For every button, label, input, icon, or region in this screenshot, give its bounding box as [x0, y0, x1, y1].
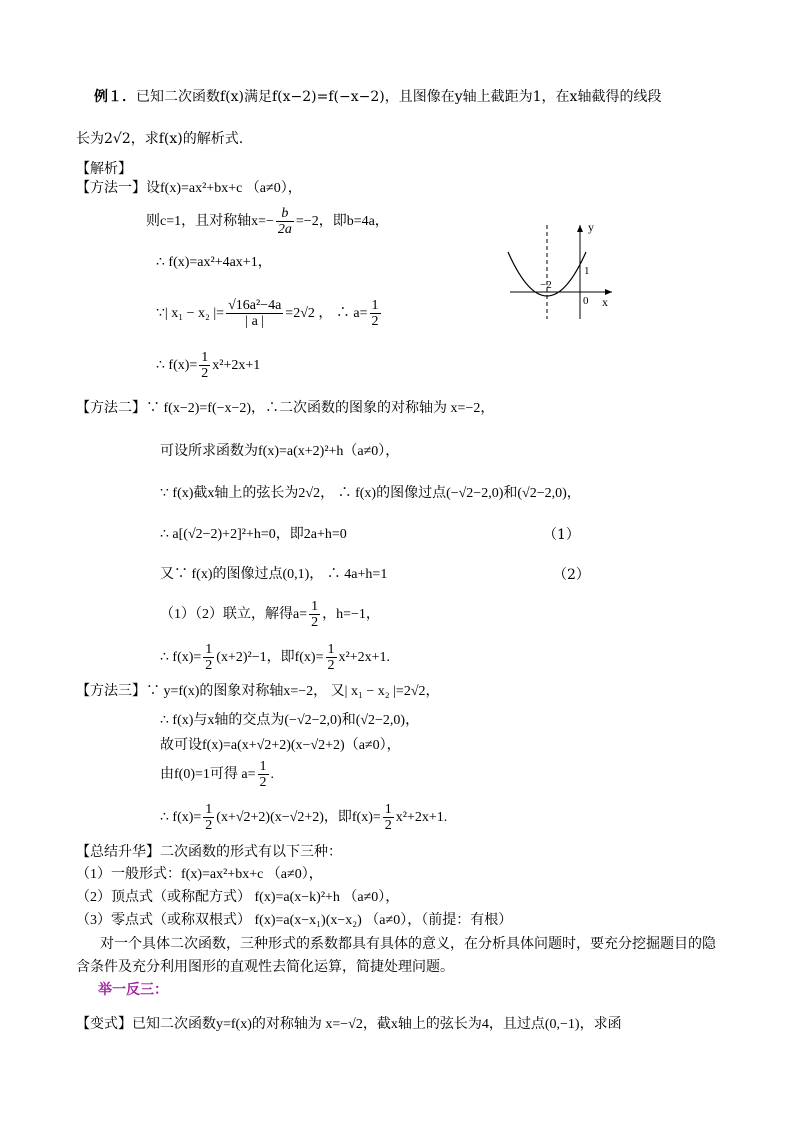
fraction-b-over-2a — [276, 206, 294, 237]
method2-line-1 — [76, 400, 494, 418]
method1-text-5a: ∴ f(x)= — [156, 358, 198, 373]
method3-tag: 【方法三】 — [76, 684, 146, 699]
method3-line-2: ∴ f(x)与x轴的交点为(−√2−2,0)和(√2−2,0)， — [160, 713, 420, 728]
method1-text-2a: 则c=1，且对称轴x=− — [146, 214, 274, 229]
summary-line-intro — [76, 843, 342, 861]
method2-text-6b: ，h=−1， — [322, 607, 380, 622]
fraction-one-half — [326, 642, 337, 673]
y-tick-label: 1 — [584, 265, 590, 277]
method3-text-4b: . — [270, 767, 274, 782]
method3-text-5a: ∴ f(x)= — [160, 810, 202, 825]
method1-line-4 — [156, 296, 383, 332]
method2-tag: 【方法二】 — [76, 401, 146, 416]
fraction-denominator: 2 — [371, 314, 379, 330]
method2-text-7c: x²+2x+1. — [338, 650, 390, 665]
fraction-denominator: 2 — [205, 658, 213, 674]
fraction-denominator: 2 — [259, 775, 267, 791]
summary-item-3: （3）零点式（或称双根式） f(x)=a(x−x₁)(x−x₂) （a≠0），（前提：有根） — [76, 913, 513, 928]
fraction-one-half — [258, 759, 269, 790]
method1-text-1: 设f(x)=ax²+bx+c （a≠0）， — [146, 181, 302, 196]
fraction-one-half — [203, 642, 214, 673]
fraction-numerator: 1 — [259, 759, 267, 775]
summary-item-2: （2）顶点式（或称配方式） f(x)=a(x−k)²+h （a≠0）， — [76, 890, 400, 905]
fraction-denominator: 2 — [327, 658, 335, 674]
fraction-numerator: 1 — [311, 599, 319, 615]
method3-text-5b: (x+√2+2)(x−√2+2)，即f(x)= — [216, 810, 381, 825]
method2-line-7 — [160, 641, 390, 675]
method1-line-3: ∴ f(x)=ax²+4ax+1， — [156, 255, 272, 270]
method1-text-4a: ∵| x₁ − x₂ |= — [156, 306, 225, 321]
method3-text-4a: 由f(0)=1可得 a= — [160, 767, 256, 782]
fraction-numerator: 1 — [384, 802, 392, 818]
method2-line-3: ∵ f(x)截x轴上的弦长为2√2， ∴ f(x)的图像过点(−√2−2,0)和(√2−2,0)， — [160, 486, 581, 501]
fraction-numerator: 1 — [205, 642, 213, 658]
method1-text-4b: =2√2 ， ∴ a= — [285, 306, 368, 321]
method2-text-1: ∵ f(x−2)=f(−x−2)，∴二次函数的图象的对称轴为 x=−2， — [146, 401, 495, 416]
method3-line-5 — [160, 801, 447, 835]
fraction-one-half — [203, 802, 214, 833]
example-label: 例１． — [94, 89, 136, 105]
x-tick-label: −2 — [540, 279, 552, 291]
parabola-graph — [500, 215, 625, 325]
analysis-tag: 【解析】 — [76, 161, 132, 177]
fraction-numerator: 1 — [371, 298, 379, 314]
x-axis-label: x — [602, 295, 608, 309]
fraction-denominator: | a | — [245, 314, 265, 330]
practice-heading: 举一反三： — [98, 982, 168, 998]
fraction-one-half — [309, 599, 320, 630]
fraction-distance — [226, 298, 283, 329]
method1-text-5b: x²+2x+1 — [212, 358, 261, 373]
method2-text-7a: ∴ f(x)= — [160, 650, 202, 665]
method3-line-4 — [160, 758, 274, 792]
method2-line-4: ∴ a[(√2−2)+2]²+h=0，即2a+h=0 — [160, 527, 347, 542]
example-line-1 — [94, 88, 661, 106]
method2-text-7b: (x+2)²−1，即f(x)= — [216, 650, 324, 665]
y-axis-label: y — [588, 220, 594, 234]
example-line-2: 长为2√2，求f(x)的解析式. — [76, 131, 244, 147]
method1-line-5 — [156, 349, 260, 383]
method2-line-5: 又∵ f(x)的图像过点(0,1)， ∴ 4a+h=1 — [160, 567, 388, 582]
fraction-one-half — [383, 802, 394, 833]
method1-line-1 — [76, 180, 302, 198]
fraction-one-half — [370, 298, 381, 329]
origin-label: 0 — [583, 295, 589, 307]
summary-paragraph-1: 对一个具体二次函数，三种形式的系数都具有具体的意义，在分析具体问题时，要充分挖掘题目的隐 — [100, 936, 716, 952]
summary-paragraph-2: 含条件及充分利用图形的直观性去简化运算，简捷处理问题。 — [76, 959, 454, 975]
fraction-denominator: 2a — [277, 222, 292, 238]
method3-text-5c: x²+2x+1. — [395, 810, 448, 825]
summary-intro: 二次函数的形式有以下三种： — [160, 844, 342, 860]
fraction-denominator: 2 — [311, 615, 319, 631]
equation-number-1: （1） — [543, 527, 580, 543]
y-axis-arrow — [577, 225, 583, 232]
summary-tag: 【总结升华】 — [76, 844, 160, 860]
summary-item-1: （1）一般形式：f(x)=ax²+bx+c （a≠0）， — [76, 867, 323, 882]
method2-line-2: 可设所求函数为f(x)=a(x+2)²+h（a≠0）， — [160, 444, 400, 459]
fraction-numerator: 1 — [327, 642, 335, 658]
method1-tag: 【方法一】 — [76, 181, 146, 196]
variant-problem: 【变式】已知二次函数y=f(x)的对称轴为 x=−√2，截x轴上的弦长为4，且过点(0,−1)，求函 — [76, 1017, 622, 1032]
method1-line-2 — [146, 205, 389, 239]
fraction-denominator: 2 — [384, 818, 392, 834]
fraction-numerator: 1 — [201, 350, 209, 366]
fraction-denominator: 2 — [205, 818, 213, 834]
fraction-numerator: 1 — [205, 802, 213, 818]
fraction-numerator: √16a²−4a — [228, 298, 282, 314]
method1-text-2b: =−2，即b=4a， — [295, 214, 389, 229]
method2-line-6 — [160, 598, 380, 632]
fraction-one-half — [199, 350, 210, 381]
method3-line-3: 故可设f(x)=a(x+√2+2)(x−√2+2)（a≠0）， — [160, 738, 401, 753]
equation-number-2: （2） — [553, 567, 590, 583]
fraction-denominator: 2 — [201, 366, 209, 382]
method3-text-1: ∵ y=f(x)的图象对称轴x=−2， 又| x₁ − x₂ |=2√2， — [146, 684, 440, 699]
method3-line-1 — [76, 683, 440, 701]
example-text-1: 已知二次函数f(x)满足f(x−2)=f(−x−2)，且图像在y轴上截距为1，在x轴截得的线段 — [136, 89, 662, 105]
method2-text-6a: （1）（2）联立，解得a= — [160, 607, 308, 622]
fraction-numerator: b — [276, 206, 294, 222]
